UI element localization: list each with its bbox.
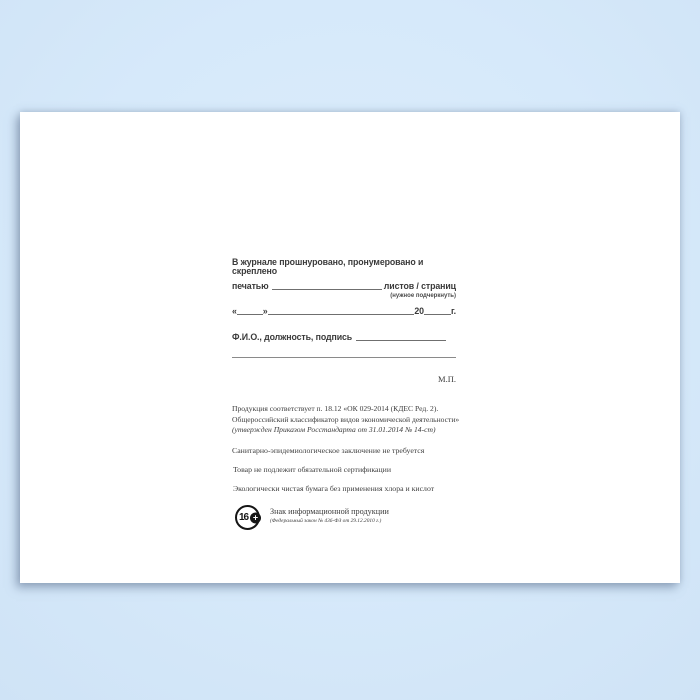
fio-row: [232, 332, 446, 342]
binding-statement-line: В журнале прошнуровано, пронумеровано и скреплено: [232, 257, 424, 276]
quote-open: «: [232, 306, 237, 317]
mp-seal-place-label: М.П.: [438, 374, 456, 384]
journal-back-page: [20, 112, 680, 583]
blank-line: [268, 306, 415, 315]
age-16-plus-icon: [235, 505, 260, 530]
sheets-pages-label: листов / страниц: [383, 281, 456, 292]
age-plus: +: [250, 512, 261, 523]
compliance-line-3: (утвержден Приказом Росстандарта от 31.01.2014 № 14-ст): [232, 425, 436, 435]
certification-statement: Товар не подлежит обязательной сертификации: [233, 465, 391, 474]
seal-label: печатью: [232, 281, 269, 292]
info-product-label: Знак информационной продукции: [270, 507, 389, 516]
federal-law-note: (Федеральный закон № 436-ФЗ от 29.12.2010 г.): [270, 517, 382, 524]
compliance-line-2: Общероссийский классификатор видов экономической деятельности»: [232, 414, 460, 424]
age-mark-texts: [270, 505, 389, 524]
signature-blank-line: [232, 348, 456, 358]
fio-label: Ф.И.О., должность, подпись: [232, 332, 353, 343]
underline-note: (нужное подчеркнуть): [390, 293, 456, 299]
age-number: 16: [239, 511, 249, 523]
date-row: [232, 306, 456, 316]
eco-paper-statement: Экологически чистая бумага без применения хлора и кислот: [233, 484, 435, 493]
blank-line: [356, 332, 446, 341]
year-prefix: 20: [414, 306, 424, 317]
year-suffix: г.: [450, 306, 456, 317]
compliance-paragraph: [232, 404, 468, 436]
sanitary-statement: Санитарно-эпидемиологическое заключение не требуется: [232, 446, 425, 455]
blank-line: [424, 306, 451, 315]
blank-line: [237, 306, 263, 315]
compliance-line-1: Продукция соответствует п. 18.12 «ОК 029-2014 (КДЕС Ред. 2).: [232, 404, 439, 413]
blank-line: [272, 281, 382, 290]
age-mark-block: [235, 505, 389, 530]
quote-close: »: [262, 306, 268, 317]
seal-row: [232, 281, 456, 291]
